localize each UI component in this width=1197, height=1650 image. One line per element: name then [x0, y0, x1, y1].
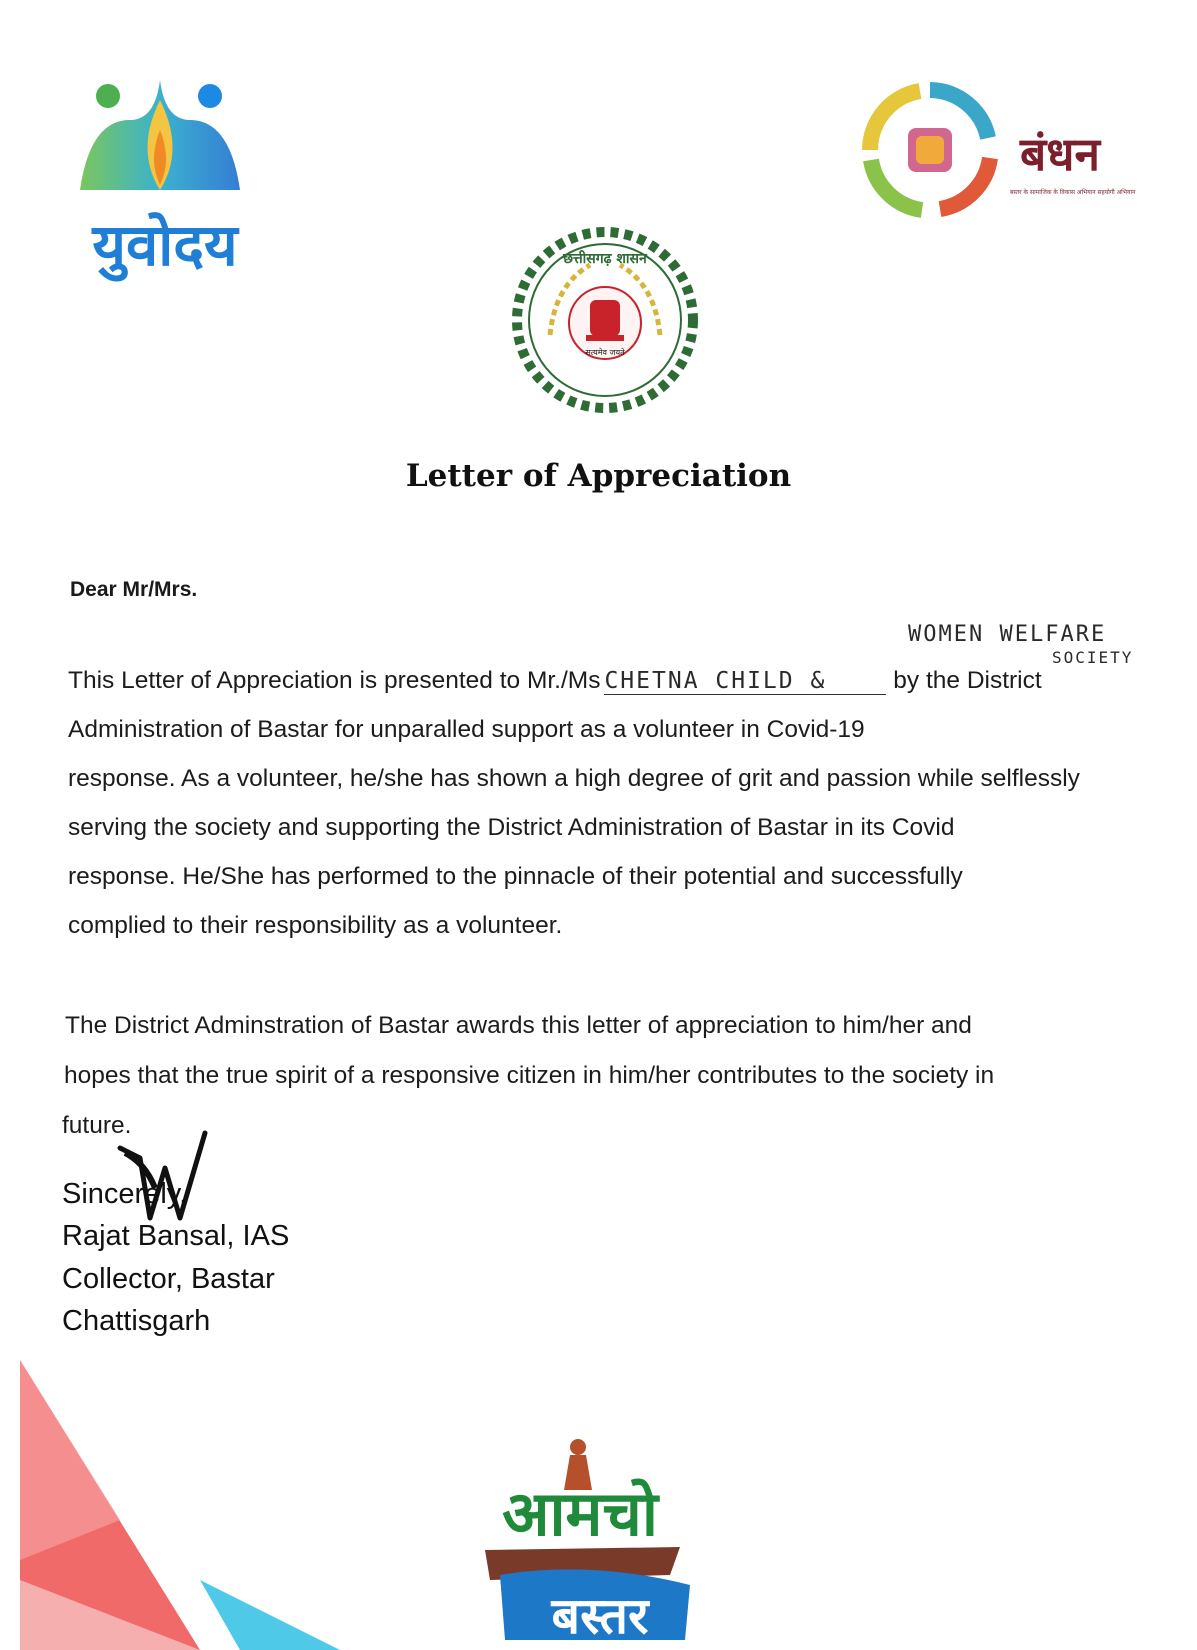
bandhan-wordmark: बंधन	[1020, 127, 1101, 181]
signatory-state: Chattisgarh	[62, 1305, 211, 1337]
aamcho-wordmark: आमचो	[502, 1477, 658, 1550]
para1-line6: complied to their responsibility as a volunteer.	[68, 912, 563, 939]
para1-line1-pre: This Letter of Appreciation is presented to Mr./Ms	[68, 667, 601, 694]
yuvoday-wordmark: युवोदय	[92, 211, 238, 279]
para1-line2: Administration of Bastar for unparalled support as a volunteer in Covid-19	[68, 716, 865, 743]
bastar-wordmark: बस्तर	[551, 1587, 649, 1645]
para1-line4: serving the society and supporting the District Administration of Bastar in its Covid	[68, 814, 955, 841]
salutation: Dear Mr/Mrs.	[70, 578, 198, 601]
figure-head-left	[96, 84, 120, 108]
letter-title: Letter of Appreciation	[405, 458, 792, 494]
recipient-name-field: CHETNA CHILD &	[604, 668, 886, 695]
figure-head-right	[198, 84, 222, 108]
seal-motto: सत्यमेव जयते	[585, 348, 625, 357]
handwritten-org-line2: WOMEN WELFARE	[908, 622, 1107, 647]
emblem-icon	[590, 300, 620, 336]
para1-line5: response. He/She has performed to the pinnacle of their potential and successfully	[68, 863, 963, 890]
signatory-name: Rajat Bansal, IAS	[62, 1220, 290, 1252]
handwritten-org-line3: SOCIETY	[1052, 648, 1134, 667]
para1-line3: response. As a volunteer, he/she has shown a high degree of grit and passion while selflessly	[68, 765, 1080, 792]
signature-closing: Sincerely,	[62, 1178, 188, 1210]
para2-line1: The District Adminstration of Bastar awards this letter of appreciation to him/her and	[65, 1012, 972, 1039]
para2-line3: future.	[62, 1112, 132, 1139]
yuvoday-logo	[60, 60, 270, 300]
decorative-corner	[0, 1360, 360, 1650]
signatory-designation: Collector, Bastar	[62, 1263, 275, 1295]
para2-line2: hopes that the true spirit of a responsive citizen in him/her contributes to the society in	[64, 1062, 995, 1089]
bandhan-tagline: बस्तर के सामाजिक के विकास अभियान सहयोगी अभियान	[1010, 189, 1136, 196]
government-seal	[510, 225, 700, 415]
para1-line1-post: by the District	[893, 667, 1042, 694]
seal-top-text: छत्तीसगढ़ शासन	[563, 251, 647, 267]
bandhan-logo	[860, 78, 1150, 228]
para1-line1	[68, 667, 1042, 695]
aamcho-bastar-logo	[480, 1435, 710, 1645]
